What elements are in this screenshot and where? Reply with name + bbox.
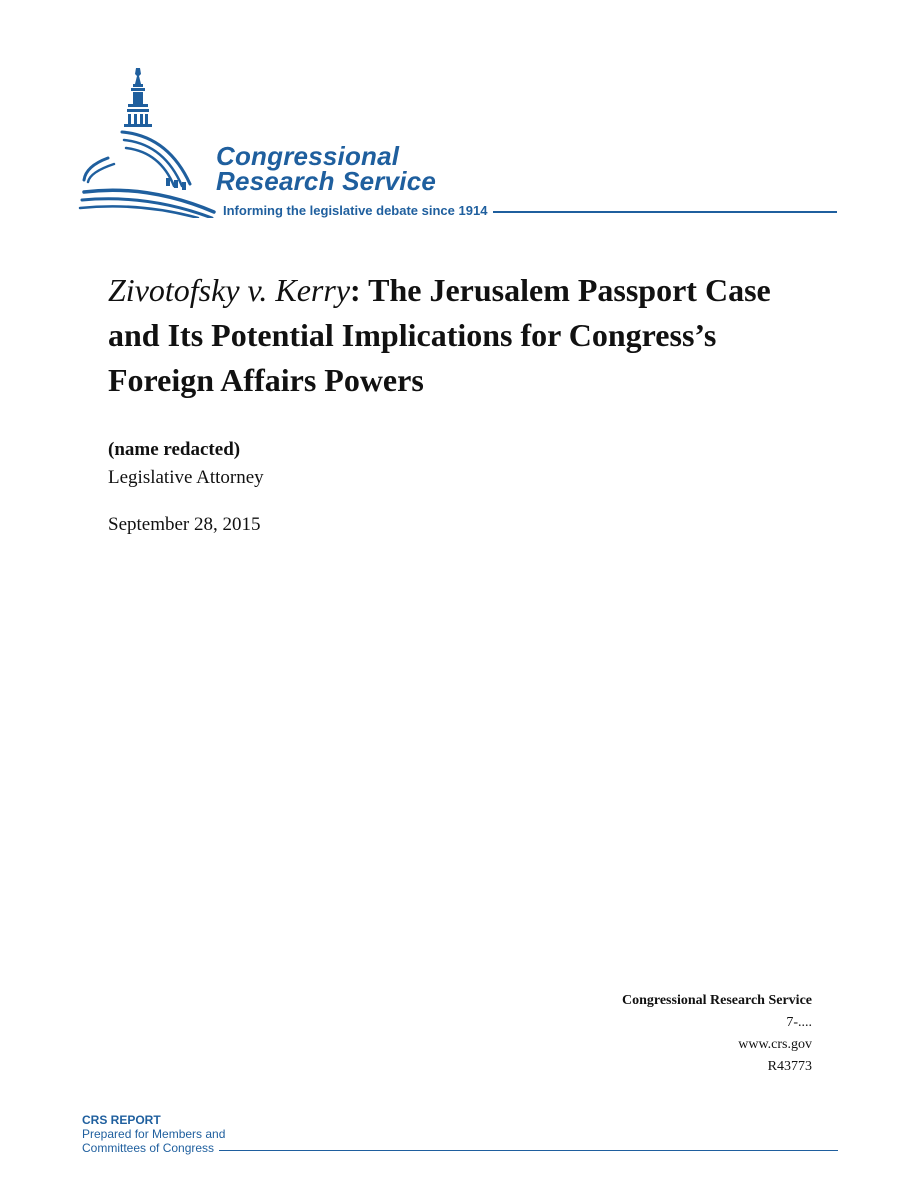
- capitol-dome-icon: [78, 66, 218, 218]
- report-number: R43773: [767, 1059, 812, 1074]
- crs-phone: 7-....: [786, 1015, 812, 1030]
- crs-website: www.crs.gov: [738, 1037, 812, 1052]
- header-rule: [493, 211, 837, 213]
- report-date: September 28, 2015: [108, 514, 261, 535]
- footer-prepared-line2: Committees of Congress: [82, 1141, 215, 1155]
- author-role: Legislative Attorney: [108, 467, 264, 488]
- author-name: (name redacted): [108, 439, 241, 460]
- org-name-line2: Research Service: [216, 166, 437, 196]
- footer-last-row: [82, 1141, 838, 1155]
- footer: [82, 1113, 838, 1155]
- org-name-line1: Congressional: [216, 141, 400, 171]
- report-title: [108, 268, 808, 403]
- crs-contact-block: [622, 990, 812, 1078]
- title-rest: : The Jerusalem Passport Case and Its Potential Implications for Congress’s Foreign Affairs Powers: [108, 272, 771, 398]
- footer-rule: [219, 1150, 838, 1151]
- title-case-name: Zivotofsky v. Kerry: [108, 272, 351, 308]
- footer-prepared-line1: Prepared for Members and: [82, 1127, 226, 1141]
- crs-logo: [78, 66, 838, 226]
- crs-name: Congressional Research Service: [621, 993, 812, 1008]
- author-block: [108, 436, 264, 492]
- tagline: Informing the legislative debate since 1914: [223, 202, 488, 218]
- tagline-row: [223, 201, 837, 219]
- org-name: [216, 141, 437, 196]
- footer-report-label: CRS REPORT: [82, 1113, 161, 1127]
